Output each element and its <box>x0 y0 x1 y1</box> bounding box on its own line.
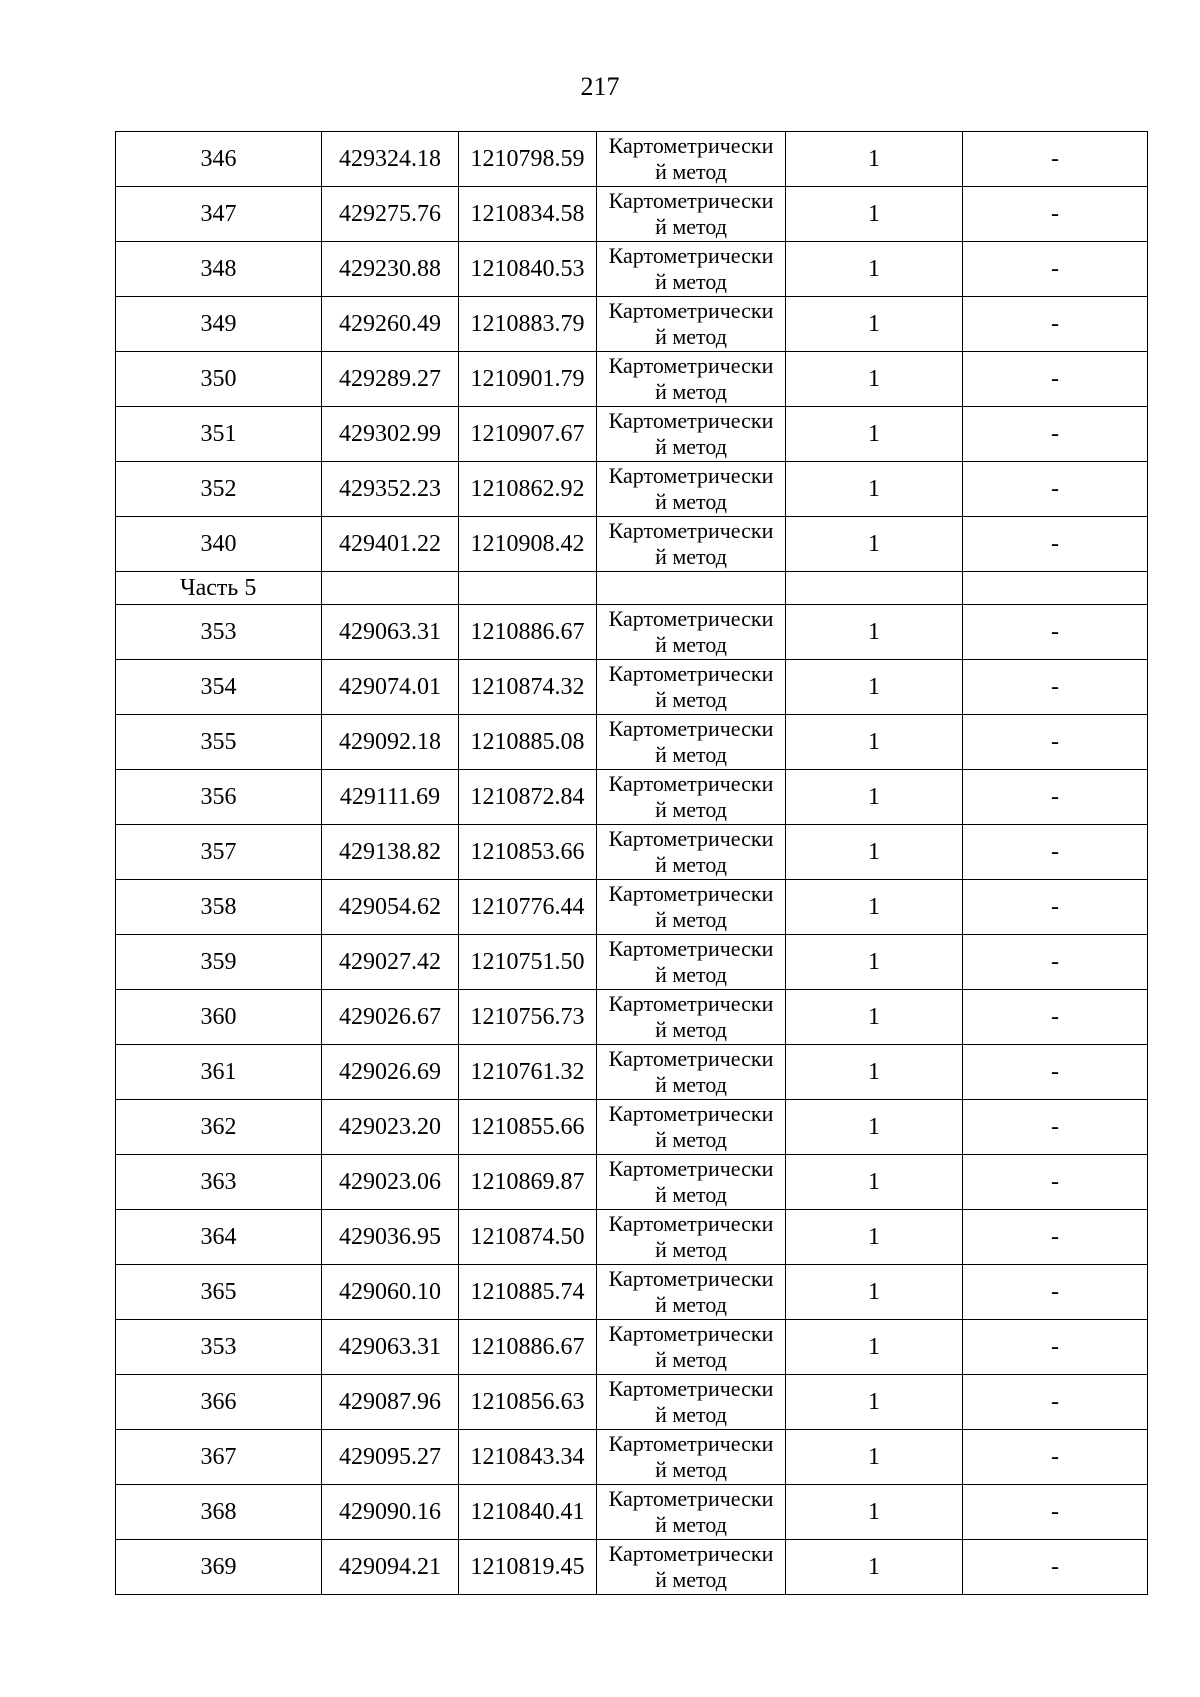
accuracy-cell: 1 <box>786 1430 963 1485</box>
accuracy-cell: 1 <box>786 407 963 462</box>
method-cell: Картометрически й метод <box>597 1265 786 1320</box>
table-row <box>116 825 1148 880</box>
note-cell: - <box>963 825 1148 880</box>
y-coordinate-cell: 1210761.32 <box>459 1045 597 1100</box>
empty-cell <box>597 572 786 605</box>
table-row <box>116 1265 1148 1320</box>
point-number-cell: 351 <box>116 407 322 462</box>
accuracy-cell: 1 <box>786 1210 963 1265</box>
x-coordinate-cell: 429352.23 <box>322 462 459 517</box>
x-coordinate-cell: 429063.31 <box>322 1320 459 1375</box>
note-cell: - <box>963 990 1148 1045</box>
x-coordinate-cell: 429054.62 <box>322 880 459 935</box>
note-cell: - <box>963 187 1148 242</box>
y-coordinate-cell: 1210798.59 <box>459 132 597 187</box>
y-coordinate-cell: 1210776.44 <box>459 880 597 935</box>
x-coordinate-cell: 429087.96 <box>322 1375 459 1430</box>
point-number-cell: 348 <box>116 242 322 297</box>
point-number-cell: 358 <box>116 880 322 935</box>
x-coordinate-cell: 429138.82 <box>322 825 459 880</box>
point-number-cell: 368 <box>116 1485 322 1540</box>
accuracy-cell: 1 <box>786 352 963 407</box>
y-coordinate-cell: 1210843.34 <box>459 1430 597 1485</box>
y-coordinate-cell: 1210883.79 <box>459 297 597 352</box>
table-row <box>116 407 1148 462</box>
y-coordinate-cell: 1210855.66 <box>459 1100 597 1155</box>
y-coordinate-cell: 1210907.67 <box>459 407 597 462</box>
point-number-cell: 340 <box>116 517 322 572</box>
note-cell: - <box>963 660 1148 715</box>
table-row <box>116 1540 1148 1595</box>
method-cell: Картометрически й метод <box>597 1210 786 1265</box>
accuracy-cell: 1 <box>786 990 963 1045</box>
x-coordinate-cell: 429026.67 <box>322 990 459 1045</box>
method-cell: Картометрически й метод <box>597 297 786 352</box>
accuracy-cell: 1 <box>786 1320 963 1375</box>
x-coordinate-cell: 429111.69 <box>322 770 459 825</box>
accuracy-cell: 1 <box>786 187 963 242</box>
point-number-cell: 353 <box>116 605 322 660</box>
method-cell: Картометрически й метод <box>597 715 786 770</box>
accuracy-cell: 1 <box>786 1375 963 1430</box>
table-row <box>116 187 1148 242</box>
x-coordinate-cell: 429074.01 <box>322 660 459 715</box>
point-number-cell: 356 <box>116 770 322 825</box>
method-cell: Картометрически й метод <box>597 1155 786 1210</box>
x-coordinate-cell: 429027.42 <box>322 935 459 990</box>
y-coordinate-cell: 1210874.32 <box>459 660 597 715</box>
y-coordinate-cell: 1210886.67 <box>459 605 597 660</box>
method-cell: Картометрически й метод <box>597 990 786 1045</box>
table-row <box>116 1485 1148 1540</box>
x-coordinate-cell: 429023.06 <box>322 1155 459 1210</box>
point-number-cell: 361 <box>116 1045 322 1100</box>
method-cell: Картометрически й метод <box>597 770 786 825</box>
table-row <box>116 1210 1148 1265</box>
x-coordinate-cell: 429063.31 <box>322 605 459 660</box>
note-cell: - <box>963 1320 1148 1375</box>
y-coordinate-cell: 1210886.67 <box>459 1320 597 1375</box>
note-cell: - <box>963 1155 1148 1210</box>
table-row <box>116 660 1148 715</box>
point-number-cell: 360 <box>116 990 322 1045</box>
table-row <box>116 352 1148 407</box>
method-cell: Картометрически й метод <box>597 132 786 187</box>
note-cell: - <box>963 1265 1148 1320</box>
method-cell: Картометрически й метод <box>597 1375 786 1430</box>
table-row <box>116 1430 1148 1485</box>
empty-cell <box>322 572 459 605</box>
method-cell: Картометрически й метод <box>597 935 786 990</box>
method-cell: Картометрически й метод <box>597 242 786 297</box>
method-cell: Картометрически й метод <box>597 1430 786 1485</box>
coordinates-table-body <box>116 132 1148 1595</box>
accuracy-cell: 1 <box>786 1485 963 1540</box>
method-cell: Картометрически й метод <box>597 1540 786 1595</box>
note-cell: - <box>963 715 1148 770</box>
table-row <box>116 1320 1148 1375</box>
y-coordinate-cell: 1210756.73 <box>459 990 597 1045</box>
y-coordinate-cell: 1210751.50 <box>459 935 597 990</box>
empty-cell <box>963 572 1148 605</box>
y-coordinate-cell: 1210840.41 <box>459 1485 597 1540</box>
accuracy-cell: 1 <box>786 1155 963 1210</box>
table-row <box>116 1155 1148 1210</box>
table-row <box>116 297 1148 352</box>
x-coordinate-cell: 429094.21 <box>322 1540 459 1595</box>
x-coordinate-cell: 429026.69 <box>322 1045 459 1100</box>
accuracy-cell: 1 <box>786 660 963 715</box>
x-coordinate-cell: 429230.88 <box>322 242 459 297</box>
accuracy-cell: 1 <box>786 935 963 990</box>
table-row <box>116 462 1148 517</box>
table-row <box>116 517 1148 572</box>
x-coordinate-cell: 429060.10 <box>322 1265 459 1320</box>
point-number-cell: 353 <box>116 1320 322 1375</box>
x-coordinate-cell: 429260.49 <box>322 297 459 352</box>
accuracy-cell: 1 <box>786 770 963 825</box>
point-number-cell: 369 <box>116 1540 322 1595</box>
note-cell: - <box>963 462 1148 517</box>
note-cell: - <box>963 1210 1148 1265</box>
point-number-cell: 365 <box>116 1265 322 1320</box>
table-row <box>116 1100 1148 1155</box>
x-coordinate-cell: 429090.16 <box>322 1485 459 1540</box>
x-coordinate-cell: 429092.18 <box>322 715 459 770</box>
y-coordinate-cell: 1210840.53 <box>459 242 597 297</box>
table-row <box>116 605 1148 660</box>
y-coordinate-cell: 1210853.66 <box>459 825 597 880</box>
section-label: Часть 5 <box>116 572 322 605</box>
note-cell: - <box>963 605 1148 660</box>
table-row <box>116 935 1148 990</box>
accuracy-cell: 1 <box>786 517 963 572</box>
point-number-cell: 363 <box>116 1155 322 1210</box>
table-row <box>116 132 1148 187</box>
table-row <box>116 715 1148 770</box>
x-coordinate-cell: 429324.18 <box>322 132 459 187</box>
note-cell: - <box>963 407 1148 462</box>
method-cell: Картометрически й метод <box>597 825 786 880</box>
note-cell: - <box>963 297 1148 352</box>
point-number-cell: 346 <box>116 132 322 187</box>
method-cell: Картометрически й метод <box>597 880 786 935</box>
method-cell: Картометрически й метод <box>597 1100 786 1155</box>
x-coordinate-cell: 429401.22 <box>322 517 459 572</box>
y-coordinate-cell: 1210834.58 <box>459 187 597 242</box>
note-cell: - <box>963 935 1148 990</box>
table-row <box>116 1375 1148 1430</box>
y-coordinate-cell: 1210869.87 <box>459 1155 597 1210</box>
x-coordinate-cell: 429275.76 <box>322 187 459 242</box>
note-cell: - <box>963 1485 1148 1540</box>
point-number-cell: 357 <box>116 825 322 880</box>
table-row <box>116 990 1148 1045</box>
section-row <box>116 572 1148 605</box>
x-coordinate-cell: 429036.95 <box>322 1210 459 1265</box>
y-coordinate-cell: 1210908.42 <box>459 517 597 572</box>
accuracy-cell: 1 <box>786 880 963 935</box>
note-cell: - <box>963 1100 1148 1155</box>
accuracy-cell: 1 <box>786 297 963 352</box>
point-number-cell: 362 <box>116 1100 322 1155</box>
note-cell: - <box>963 770 1148 825</box>
point-number-cell: 364 <box>116 1210 322 1265</box>
note-cell: - <box>963 880 1148 935</box>
point-number-cell: 352 <box>116 462 322 517</box>
y-coordinate-cell: 1210885.08 <box>459 715 597 770</box>
method-cell: Картометрически й метод <box>597 1320 786 1375</box>
accuracy-cell: 1 <box>786 462 963 517</box>
empty-cell <box>459 572 597 605</box>
note-cell: - <box>963 1430 1148 1485</box>
method-cell: Картометрически й метод <box>597 352 786 407</box>
y-coordinate-cell: 1210856.63 <box>459 1375 597 1430</box>
method-cell: Картометрически й метод <box>597 605 786 660</box>
y-coordinate-cell: 1210872.84 <box>459 770 597 825</box>
y-coordinate-cell: 1210862.92 <box>459 462 597 517</box>
y-coordinate-cell: 1210819.45 <box>459 1540 597 1595</box>
x-coordinate-cell: 429023.20 <box>322 1100 459 1155</box>
accuracy-cell: 1 <box>786 132 963 187</box>
note-cell: - <box>963 352 1148 407</box>
accuracy-cell: 1 <box>786 1265 963 1320</box>
y-coordinate-cell: 1210874.50 <box>459 1210 597 1265</box>
page-number: 217 <box>580 72 620 101</box>
method-cell: Картометрически й метод <box>597 407 786 462</box>
accuracy-cell: 1 <box>786 1100 963 1155</box>
note-cell: - <box>963 1045 1148 1100</box>
point-number-cell: 349 <box>116 297 322 352</box>
method-cell: Картометрически й метод <box>597 660 786 715</box>
accuracy-cell: 1 <box>786 1045 963 1100</box>
table-row <box>116 880 1148 935</box>
note-cell: - <box>963 517 1148 572</box>
note-cell: - <box>963 1375 1148 1430</box>
table-row <box>116 242 1148 297</box>
point-number-cell: 350 <box>116 352 322 407</box>
method-cell: Картометрически й метод <box>597 462 786 517</box>
method-cell: Картометрически й метод <box>597 517 786 572</box>
accuracy-cell: 1 <box>786 715 963 770</box>
method-cell: Картометрически й метод <box>597 187 786 242</box>
accuracy-cell: 1 <box>786 825 963 880</box>
note-cell: - <box>963 242 1148 297</box>
note-cell: - <box>963 1540 1148 1595</box>
x-coordinate-cell: 429289.27 <box>322 352 459 407</box>
accuracy-cell: 1 <box>786 1540 963 1595</box>
point-number-cell: 355 <box>116 715 322 770</box>
method-cell: Картометрически й метод <box>597 1485 786 1540</box>
point-number-cell: 347 <box>116 187 322 242</box>
point-number-cell: 354 <box>116 660 322 715</box>
table-row <box>116 770 1148 825</box>
y-coordinate-cell: 1210901.79 <box>459 352 597 407</box>
y-coordinate-cell: 1210885.74 <box>459 1265 597 1320</box>
x-coordinate-cell: 429302.99 <box>322 407 459 462</box>
point-number-cell: 367 <box>116 1430 322 1485</box>
empty-cell <box>786 572 963 605</box>
x-coordinate-cell: 429095.27 <box>322 1430 459 1485</box>
accuracy-cell: 1 <box>786 605 963 660</box>
table-row <box>116 1045 1148 1100</box>
method-cell: Картометрически й метод <box>597 1045 786 1100</box>
coordinates-table <box>115 131 1148 1595</box>
note-cell: - <box>963 132 1148 187</box>
point-number-cell: 366 <box>116 1375 322 1430</box>
accuracy-cell: 1 <box>786 242 963 297</box>
point-number-cell: 359 <box>116 935 322 990</box>
